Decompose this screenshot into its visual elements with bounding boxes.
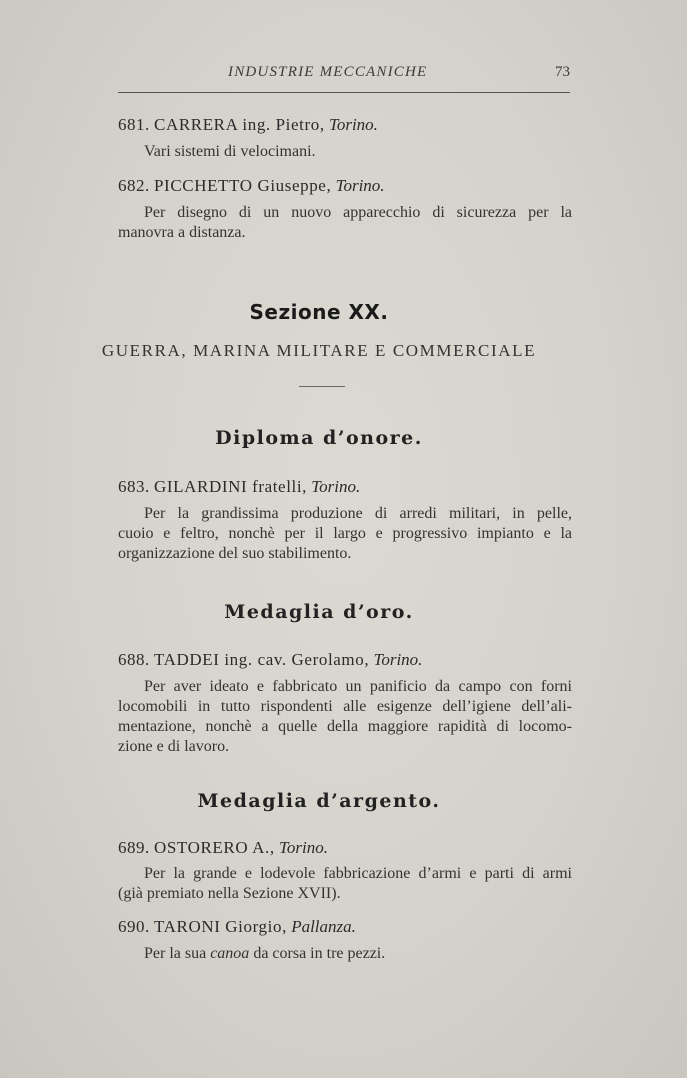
entry-683-heading xyxy=(118,477,360,497)
entry-689-description-line1: Per la grande e lodevole fabbricazione d’armi e parti di armi xyxy=(144,865,572,882)
entry-683-description-line2: cuoio e feltro, nonchè per il largo e progressivo impianto e la xyxy=(118,525,572,542)
entry-688-description-line1: Per aver ideato e fabbricato un panificio da campo con forni xyxy=(144,678,572,695)
award-title-gold: Medaglia d’oro. xyxy=(224,601,414,623)
section-title: Sezione XX. xyxy=(249,300,389,324)
exhibitor-city: Pallanza. xyxy=(291,917,356,936)
entry-690-heading xyxy=(118,917,356,937)
exhibitor-name: CARRERA ing. Pietro, xyxy=(154,115,325,134)
entry-688-description-line2: locomobili in tutto rispondenti alle esigenze dell’igiene dell’ali- xyxy=(118,698,572,715)
entry-683-description-line1: Per la grandissima produzione di arredi militari, in pelle, xyxy=(144,505,572,522)
entry-number: 688. xyxy=(118,650,150,669)
entry-688-heading xyxy=(118,650,422,670)
exhibitor-name: PICCHETTO Giuseppe, xyxy=(154,176,332,195)
entry-688-description-line4: zione e di lavoro. xyxy=(118,738,230,755)
exhibitor-city: Torino. xyxy=(311,477,361,496)
exhibitor-city: Torino. xyxy=(335,176,385,195)
exhibitor-city: Torino. xyxy=(328,115,378,134)
header-rule xyxy=(118,92,570,93)
description-emphasis: canoa xyxy=(210,945,250,962)
entry-682-heading xyxy=(118,176,385,196)
entry-683-description-line3: organizzazione del suo stabilimento. xyxy=(118,545,352,562)
exhibitor-name: GILARDINI fratelli, xyxy=(154,477,308,496)
exhibitor-city: Torino. xyxy=(373,650,423,669)
entry-689-description-line2: (già premiato nella Sezione XVII). xyxy=(118,885,341,902)
entry-number: 682. xyxy=(118,176,150,195)
entry-number: 690. xyxy=(118,917,150,936)
section-subtitle: GUERRA, MARINA MILITARE E COMMERCIALE xyxy=(101,341,537,360)
award-title-diploma: Diploma d’onore. xyxy=(215,427,423,449)
description-prefix: Per la sua xyxy=(144,945,207,962)
entry-689-heading xyxy=(118,838,328,858)
entry-682-description-line2: manovra a distanza. xyxy=(118,224,246,241)
entry-688-description-line3: mentazione, nonchè a quelle della maggiore rapidità di locomo- xyxy=(118,718,572,735)
entry-number: 683. xyxy=(118,477,150,496)
exhibitor-name: OSTORERO A., xyxy=(154,838,275,857)
entry-number: 689. xyxy=(118,838,150,857)
description-suffix: da corsa in tre pezzi. xyxy=(253,945,386,962)
page-number: 73 xyxy=(555,64,570,80)
entry-681-description: Vari sistemi di velocimani. xyxy=(144,143,316,160)
award-title-silver: Medaglia d’argento. xyxy=(197,790,441,812)
exhibitor-name: TADDEI ing. cav. Gerolamo, xyxy=(154,650,370,669)
exhibitor-city: Torino. xyxy=(278,838,328,857)
exhibitor-name: TARONI Giorgio, xyxy=(154,917,287,936)
entry-682-description-line1: Per disegno di un nuovo apparecchio di sicurezza per la xyxy=(144,204,572,221)
running-title: INDUSTRIE MECCANICHE xyxy=(228,64,428,80)
entry-690-description xyxy=(144,944,385,964)
section-divider xyxy=(299,386,345,387)
entry-number: 681. xyxy=(118,115,150,134)
entry-681-heading xyxy=(118,115,378,135)
